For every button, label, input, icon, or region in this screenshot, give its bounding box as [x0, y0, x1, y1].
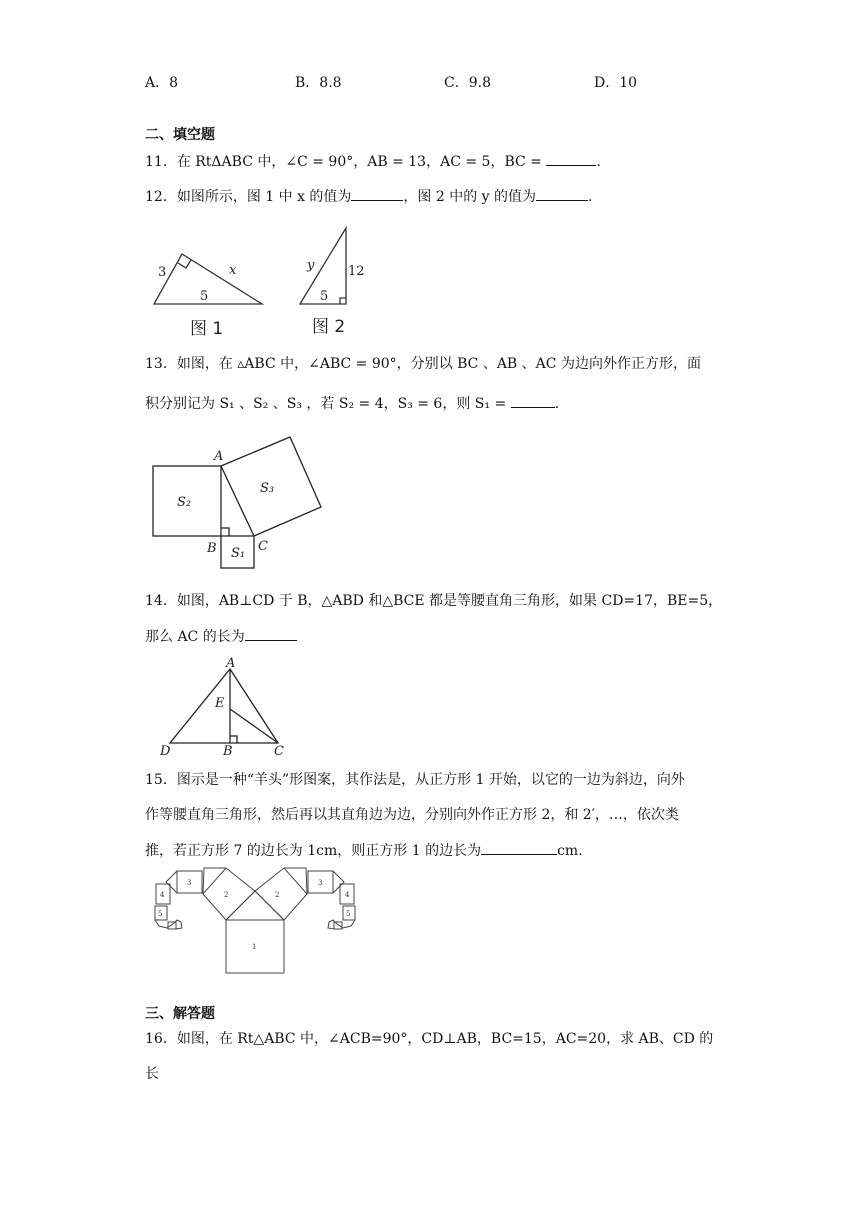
label-4-left: 4: [160, 891, 165, 899]
label-2-right: 2: [275, 891, 280, 899]
question-11-text: 11．在 RtΔABC 中，∠C = 90°，AB = 13，AC = 5，BC =: [145, 154, 547, 170]
right-angle-mark: [221, 528, 229, 536]
label-s1: S₁: [231, 546, 246, 561]
label-s3: S₃: [260, 481, 275, 496]
label-1: 1: [252, 943, 257, 951]
option-c: C．9.8: [444, 75, 491, 91]
question-14-line-2: [145, 626, 297, 647]
question-16-line-1: 16．如图，在 Rt△ABC 中，∠ACB=90°，CD⊥AB，BC=15，AC=20，求 AB、CD 的: [145, 1031, 714, 1047]
label-5-left: 5: [158, 910, 163, 918]
label-b: B: [223, 744, 233, 759]
question-15-text: 推，若正方形 7 的边长为 1cm，则正方形 1 的边长为: [145, 843, 482, 859]
section-fill-heading: 二、填空题: [145, 127, 215, 143]
fig1-label-x: x: [229, 263, 237, 278]
question-15-line-1: 15．图示是一种“羊头”形图案，其作法是，从正方形 1 开始，以它的一边为斜边，向外: [145, 772, 685, 788]
label-c: C: [258, 539, 268, 554]
question-16-line-2: 长: [145, 1066, 159, 1082]
question-11: [145, 151, 601, 172]
label-b: B: [207, 541, 217, 556]
option-b: B．8.8: [295, 75, 342, 91]
question-15-line-3: [145, 840, 583, 861]
answer-blank: [481, 840, 557, 855]
fig1-right-angle-mark: [178, 260, 191, 268]
question-13-text: 积分别记为 S₁ 、S₂ 、S₃ ，若 S₂ = 4，S₃ = 6，则 S₁ =: [145, 396, 511, 412]
fig2-label-y: y: [307, 258, 315, 273]
question-12-text-b: ，图 2 中的 y 的值为: [403, 189, 537, 205]
label-2-left: 2: [224, 891, 229, 899]
label-e: E: [215, 696, 225, 711]
q15-figure: [148, 866, 363, 976]
answer-blank: [511, 393, 555, 408]
fig2-label-5: 5: [320, 289, 329, 304]
fig2-label-12: 12: [348, 264, 365, 279]
option-d: D．10: [594, 75, 638, 91]
fig1-caption: 图 1: [190, 319, 224, 339]
square-2-left: [203, 868, 255, 920]
question-12: [145, 186, 593, 207]
option-a: A．8: [145, 75, 179, 91]
question-15-end: cm.: [557, 843, 583, 859]
label-d: D: [160, 744, 171, 759]
label-a: A: [214, 449, 224, 464]
answer-blank: [245, 626, 297, 641]
q13-figure: [140, 430, 340, 570]
question-14-text: 那么 AC 的长为: [145, 629, 245, 645]
triangle-3-left: [166, 871, 177, 893]
question-11-end: .: [596, 154, 601, 170]
label-s2: S₂: [177, 495, 192, 510]
answer-blank: [351, 186, 403, 201]
question-12-end: .: [588, 189, 593, 205]
fig1-label-5: 5: [200, 289, 209, 304]
triangle-3-right: [333, 871, 344, 893]
label-3-left: 3: [187, 879, 192, 887]
fig2-caption: 图 2: [312, 317, 346, 337]
label-a: A: [226, 656, 236, 671]
q12-figures: [140, 220, 380, 345]
right-angle-mark: [230, 736, 237, 743]
section-solve-heading: 三、解答题: [145, 1006, 215, 1022]
question-13-end: .: [554, 396, 560, 412]
answer-blank: [536, 186, 588, 201]
question-15-line-2: 作等腰直角三角形，然后再以其直角边为边，分别向外作正方形 2，和 2′，…，依次类: [145, 807, 679, 823]
label-3-right: 3: [318, 879, 323, 887]
square-6-left: [168, 922, 176, 929]
question-14-line-1: 14．如图，AB⊥CD 于 B，△ABD 和△BCE 都是等腰直角三角形，如果 CD=17，BE=5，: [145, 593, 723, 609]
label-c: C: [274, 744, 284, 759]
fig2-right-angle-mark: [340, 298, 346, 304]
question-13-line-2: [145, 393, 559, 414]
question-13-line-1: 13．如图，在 ▵ABC 中，∠ABC = 90°，分别以 BC 、AB 、AC 为边向外作正方形，面: [145, 356, 701, 372]
answer-blank: [546, 151, 596, 166]
fig1-label-3: 3: [158, 265, 167, 280]
square-2-right: [255, 868, 307, 920]
label-4-right: 4: [345, 891, 350, 899]
q14-figure: [150, 655, 300, 760]
question-12-text-a: 12．如图所示，图 1 中 x 的值为: [145, 189, 352, 205]
square-6-right: [334, 922, 342, 929]
label-5-right: 5: [346, 910, 351, 918]
